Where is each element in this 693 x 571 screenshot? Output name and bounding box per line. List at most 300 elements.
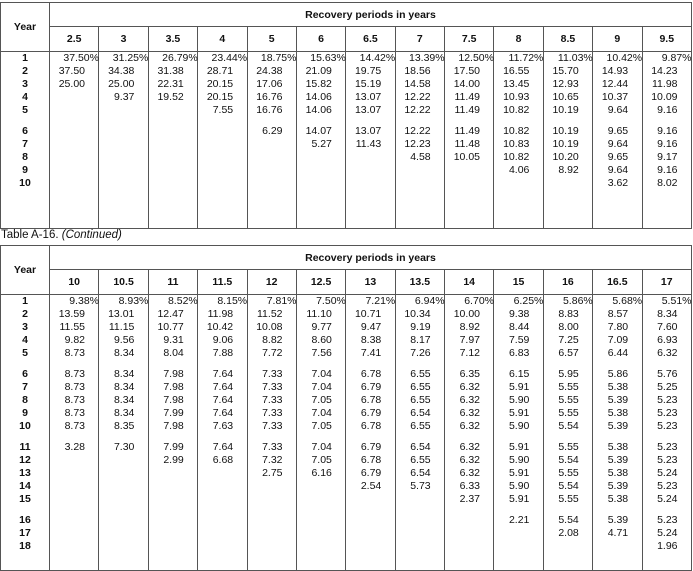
rate-value: 2.37	[459, 493, 480, 505]
rate-value	[254, 164, 296, 177]
rate-value: 7.81%	[266, 295, 297, 307]
rate-value: 2.21	[508, 514, 530, 526]
rate-value: 4.06	[508, 164, 530, 176]
rate-value: 6.79	[360, 407, 382, 419]
year-label: 17	[19, 527, 31, 539]
rate-value: 15.19	[354, 78, 382, 90]
rate-value	[254, 480, 296, 493]
rate-value: 7.97	[459, 334, 480, 346]
rate-value: 9.65	[607, 151, 629, 163]
rate-value: 12.22	[404, 91, 431, 103]
year-label: 4	[22, 91, 28, 103]
rate-value: 6.79	[360, 381, 382, 393]
row-group-gap	[254, 117, 296, 125]
rate-value	[451, 514, 493, 527]
row-group-gap	[155, 117, 197, 125]
rate-value: 7.33	[262, 420, 283, 432]
rate-value: 5.54	[558, 514, 579, 526]
rate-value: 6.55	[410, 454, 431, 466]
rate-value: 5.55	[558, 394, 579, 406]
year-label: 6	[22, 368, 28, 380]
rate-value: 7.41	[360, 347, 382, 359]
rate-value: 6.78	[360, 394, 382, 406]
year-label: 2	[22, 65, 28, 77]
rate-value: 5.90	[508, 480, 530, 492]
row-group-gap	[402, 360, 444, 368]
rate-value	[254, 514, 296, 527]
rate-value: 8.34	[113, 394, 135, 406]
rate-value	[155, 177, 197, 190]
rate-value: 6.15	[508, 368, 530, 380]
rate-value: 9.31	[163, 334, 184, 346]
rate-value: 11.48	[454, 138, 480, 150]
rate-value: 8.34	[657, 308, 678, 320]
rate-value: 8.73	[64, 381, 85, 393]
rate-value	[550, 177, 592, 190]
row-group-gap	[155, 360, 197, 368]
rate-value: 5.23	[657, 514, 678, 526]
rate-value: 6.35	[459, 368, 480, 380]
rate-value	[105, 164, 147, 177]
rate-value	[303, 480, 345, 493]
rate-value: 10.34	[404, 308, 431, 320]
rate-value: 7.05	[311, 454, 332, 466]
row-group-gap	[649, 360, 692, 368]
rate-value	[402, 527, 444, 540]
rate-value: 5.39	[607, 394, 629, 406]
rate-value: 7.05	[311, 394, 332, 406]
rate-value: 5.23	[657, 407, 678, 419]
rate-value: 11.49	[454, 104, 480, 116]
rate-value	[550, 540, 592, 553]
row-group-gap	[550, 117, 592, 125]
rate-value	[56, 164, 98, 177]
rate-value: 7.80	[607, 321, 629, 333]
rate-value	[352, 164, 394, 177]
row-group-gap	[303, 117, 345, 125]
year-label: 5	[22, 104, 28, 116]
rate-value: 11.15	[108, 321, 135, 333]
rate-value: 7.98	[163, 420, 184, 432]
rate-value: 31.25%	[112, 52, 149, 64]
rate-column	[395, 52, 444, 229]
rate-value: 14.07	[305, 125, 332, 137]
rate-value	[402, 177, 444, 190]
column-header: 12.5	[296, 270, 345, 295]
rate-value: 7.30	[113, 441, 135, 453]
rate-value: 8.92	[459, 321, 480, 333]
rate-value: 10.42	[206, 321, 234, 333]
rate-value: 13.07	[354, 125, 382, 137]
rate-value: 5.23	[657, 454, 678, 466]
year-header: Year	[1, 3, 50, 52]
rate-column	[395, 295, 444, 571]
rate-value: 7.25	[558, 334, 579, 346]
rate-value	[56, 125, 98, 138]
column-header: 8.5	[543, 27, 592, 52]
rate-value: 6.78	[360, 420, 382, 432]
year-label: 6	[22, 125, 28, 137]
rate-value: 12.44	[601, 78, 629, 90]
rate-value: 6.32	[459, 394, 480, 406]
rate-column	[445, 295, 494, 571]
rate-value: 7.26	[410, 347, 431, 359]
rate-value: 11.10	[306, 308, 332, 320]
rate-value: 9.77	[311, 321, 332, 333]
rate-value: 9.87%	[661, 52, 692, 64]
rate-value: 14.58	[404, 78, 431, 90]
rate-value: 7.59	[508, 334, 530, 346]
rate-column	[296, 52, 345, 229]
row-group-gap	[599, 360, 641, 368]
rate-value: 5.55	[558, 407, 579, 419]
rate-value	[599, 540, 641, 553]
rate-value: 7.72	[262, 347, 283, 359]
rate-value: 7.98	[163, 394, 184, 406]
rate-value: 13.07	[354, 91, 382, 103]
rate-value: 5.55	[558, 467, 579, 479]
rate-value: 8.73	[64, 394, 85, 406]
rate-value: 7.05	[311, 420, 332, 432]
rate-value: 5.23	[657, 480, 678, 492]
rate-value	[204, 540, 246, 553]
rate-value: 24.38	[256, 65, 283, 77]
column-header: 7.5	[445, 27, 494, 52]
rate-value: 21.09	[305, 65, 332, 77]
rate-value: 17.06	[256, 78, 283, 90]
rate-value	[204, 493, 246, 506]
rate-value	[56, 480, 98, 493]
rate-value: 5.54	[558, 420, 579, 432]
row-group-gap	[303, 506, 345, 514]
row-group-gap	[500, 506, 542, 514]
rate-value: 10.19	[552, 138, 579, 150]
year-column	[1, 52, 50, 229]
row-group-gap	[352, 360, 394, 368]
row-group-gap	[1, 506, 49, 514]
rate-column	[346, 295, 395, 571]
depreciation-table-2	[0, 245, 692, 571]
year-label: 10	[19, 177, 31, 189]
rate-value: 2.99	[163, 454, 184, 466]
column-header: 15	[494, 270, 543, 295]
rate-column	[50, 295, 99, 571]
rate-value: 7.56	[311, 347, 332, 359]
table-caption	[1, 229, 122, 241]
rate-value	[352, 177, 394, 190]
row-group-gap	[402, 433, 444, 441]
rate-value	[56, 514, 98, 527]
row-group-gap	[56, 117, 98, 125]
column-header: 11	[148, 270, 197, 295]
column-header: 8	[494, 27, 543, 52]
column-header: 4	[198, 27, 247, 52]
rate-value: 7.55	[212, 104, 234, 116]
rate-value: 8.52%	[167, 295, 198, 307]
rate-column	[198, 295, 247, 571]
rate-value: 22.31	[157, 78, 184, 90]
rate-value: 5.55	[558, 441, 579, 453]
row-group-gap	[402, 506, 444, 514]
caption-note: (Continued)	[61, 229, 122, 241]
rate-value: 5.54	[558, 454, 579, 466]
rate-value	[204, 514, 246, 527]
rate-value	[105, 125, 147, 138]
row-group-gap	[599, 433, 641, 441]
rate-value: 5.73	[410, 480, 431, 492]
rate-value: 8.34	[113, 368, 135, 380]
rate-value: 9.56	[113, 334, 135, 346]
rate-column	[50, 52, 99, 229]
rate-value: 23.44%	[211, 52, 248, 64]
rate-value: 5.23	[657, 420, 678, 432]
rate-value: 8.93%	[118, 295, 149, 307]
row-group-gap	[254, 506, 296, 514]
row-group-gap	[500, 360, 542, 368]
column-header: 10	[50, 270, 99, 295]
rate-value: 12.50%	[458, 52, 494, 64]
rate-value: 5.39	[607, 514, 629, 526]
rate-value: 14.00	[453, 78, 480, 90]
rate-value: 7.12	[459, 347, 480, 359]
rate-value: 3.62	[607, 177, 629, 189]
rate-value: 8.60	[311, 334, 332, 346]
row-group-gap	[204, 360, 246, 368]
row-group-gap	[1, 117, 49, 125]
rate-value	[303, 514, 345, 527]
rate-value	[56, 151, 98, 164]
rate-value: 5.38	[607, 441, 629, 453]
rate-value	[254, 138, 296, 151]
year-label: 7	[22, 381, 28, 393]
rate-value: 8.82	[262, 334, 283, 346]
rate-value	[105, 480, 147, 493]
column-header: 14	[445, 270, 494, 295]
rate-value: 6.54	[410, 441, 431, 453]
rate-value: 4.71	[607, 527, 629, 539]
rate-value	[56, 493, 98, 506]
rate-value: 7.64	[212, 441, 234, 453]
year-label: 7	[22, 138, 28, 150]
rate-value: 6.78	[360, 454, 382, 466]
rate-value: 6.32	[657, 347, 678, 359]
rate-value	[105, 454, 147, 467]
row-group-gap	[402, 117, 444, 125]
rate-value: 11.52	[257, 308, 283, 320]
rate-value: 8.44	[508, 321, 530, 333]
column-header: 10.5	[99, 270, 148, 295]
rate-value	[204, 177, 246, 190]
rate-value: 5.90	[508, 394, 530, 406]
rate-value: 8.92	[558, 164, 579, 176]
rate-value: 9.64	[607, 138, 629, 150]
rate-value: 6.32	[459, 441, 480, 453]
column-header: 16.5	[593, 270, 642, 295]
rate-value: 9.06	[212, 334, 234, 346]
rate-value: 8.83	[558, 308, 579, 320]
rate-value: 10.42%	[606, 52, 643, 64]
rate-value: 6.79	[360, 467, 382, 479]
rate-value: 7.32	[262, 454, 283, 466]
rate-value: 7.64	[212, 407, 234, 419]
row-group-gap	[599, 117, 641, 125]
year-header: Year	[1, 246, 50, 295]
rate-value: 9.64	[607, 104, 629, 116]
rate-value	[303, 527, 345, 540]
rate-value: 5.86%	[562, 295, 593, 307]
row-group-gap	[451, 433, 493, 441]
rate-value: 10.65	[552, 91, 579, 103]
rate-column	[494, 52, 543, 229]
rate-value: 2.54	[360, 480, 382, 492]
rate-value: 11.98	[652, 78, 678, 90]
rate-value	[352, 151, 394, 164]
rate-value: 13.45	[503, 78, 530, 90]
year-label: 13	[19, 467, 31, 479]
rate-value: 14.93	[601, 65, 629, 77]
year-label: 2	[22, 308, 28, 320]
rate-column	[296, 295, 345, 571]
rate-value: 37.50	[58, 65, 85, 77]
rate-value: 8.02	[657, 177, 678, 189]
rate-value: 7.64	[212, 368, 234, 380]
rate-value: 6.83	[508, 347, 530, 359]
rate-value: 6.55	[410, 368, 431, 380]
year-label: 11	[19, 441, 31, 453]
rate-value: 10.82	[503, 104, 530, 116]
rate-value	[303, 540, 345, 553]
year-label: 12	[19, 454, 31, 466]
row-group-gap	[352, 117, 394, 125]
rate-value: 6.44	[607, 347, 629, 359]
rate-value: 2.08	[558, 527, 579, 539]
rate-value: 8.34	[113, 347, 135, 359]
rate-value	[254, 151, 296, 164]
rate-value: 6.54	[410, 407, 431, 419]
rate-value	[303, 493, 345, 506]
rate-value: 8.04	[163, 347, 184, 359]
caption-label: Table A-16.	[1, 229, 59, 241]
rate-value	[105, 527, 147, 540]
rate-value: 6.55	[410, 394, 431, 406]
row-group-gap	[550, 360, 592, 368]
rate-value: 7.33	[262, 368, 283, 380]
rate-value: 13.39%	[409, 52, 445, 64]
rate-value: 12.22	[404, 104, 431, 116]
recovery-periods-header: Recovery periods in years	[50, 3, 692, 27]
rate-value: 5.51%	[661, 295, 692, 307]
rate-value: 8.34	[113, 381, 135, 393]
rate-value: 14.23	[651, 65, 678, 77]
rate-value: 19.75	[354, 65, 382, 77]
year-label: 9	[22, 407, 28, 419]
rate-value	[56, 527, 98, 540]
rate-value: 6.54	[410, 467, 431, 479]
column-header: 13	[346, 270, 395, 295]
rate-value	[254, 493, 296, 506]
row-group-gap	[649, 506, 692, 514]
rate-value: 7.63	[212, 420, 234, 432]
column-header: 5	[247, 27, 296, 52]
rate-value: 2.75	[262, 467, 283, 479]
rate-value: 7.99	[163, 407, 184, 419]
rate-value	[155, 493, 197, 506]
rate-value: 6.68	[212, 454, 234, 466]
row-group-gap	[56, 360, 98, 368]
rate-value: 7.98	[163, 368, 184, 380]
year-label: 4	[22, 334, 28, 346]
rate-value	[105, 540, 147, 553]
rate-value: 12.22	[404, 125, 431, 137]
rate-value	[56, 104, 98, 117]
rate-value: 8.73	[64, 347, 85, 359]
row-group-gap	[451, 360, 493, 368]
rate-column	[642, 295, 692, 571]
rate-value: 5.91	[508, 467, 530, 479]
rate-value	[204, 125, 246, 138]
rate-value: 5.95	[558, 368, 579, 380]
rate-value	[303, 177, 345, 190]
rate-value	[155, 104, 197, 117]
rate-value: 17.50	[453, 65, 480, 77]
rate-value: 6.32	[459, 467, 480, 479]
year-label: 9	[22, 164, 28, 176]
row-group-gap	[204, 506, 246, 514]
rate-value	[105, 104, 147, 117]
column-header: 13.5	[395, 270, 444, 295]
row-group-gap	[352, 506, 394, 514]
column-header: 3.5	[148, 27, 197, 52]
column-header: 16	[543, 270, 592, 295]
rate-value: 9.38	[508, 308, 530, 320]
rate-value: 5.91	[508, 493, 530, 505]
rate-value: 11.98	[207, 308, 234, 320]
rate-value: 5.27	[311, 138, 332, 150]
rate-value: 10.05	[453, 151, 480, 163]
rate-value: 9.19	[410, 321, 431, 333]
rate-value	[105, 493, 147, 506]
rate-value	[155, 467, 197, 480]
rate-value	[402, 493, 444, 506]
rate-value: 6.79	[360, 441, 382, 453]
rate-value: 5.38	[607, 493, 629, 505]
row-group-gap	[105, 433, 147, 441]
rate-value	[155, 164, 197, 177]
rate-value: 5.38	[607, 381, 629, 393]
rate-column	[543, 295, 592, 571]
rate-value: 9.17	[657, 151, 678, 163]
row-group-gap	[303, 433, 345, 441]
rate-value: 3.28	[64, 441, 85, 453]
rate-value	[105, 151, 147, 164]
rate-value: 9.47	[360, 321, 382, 333]
year-label: 16	[19, 514, 31, 526]
column-header: 6.5	[346, 27, 395, 52]
rate-value: 5.39	[607, 480, 629, 492]
rate-value	[105, 138, 147, 151]
year-label: 3	[22, 321, 28, 333]
row-group-gap	[155, 506, 197, 514]
year-label: 10	[19, 420, 31, 432]
rate-value: 11.49	[454, 125, 480, 137]
column-header: 9	[593, 27, 642, 52]
rate-value: 9.38%	[69, 295, 99, 307]
rate-value	[451, 540, 493, 553]
rate-value: 7.64	[212, 381, 234, 393]
rate-value: 5.38	[607, 407, 629, 419]
rate-value: 6.32	[459, 407, 480, 419]
rate-value: 7.04	[311, 407, 332, 419]
